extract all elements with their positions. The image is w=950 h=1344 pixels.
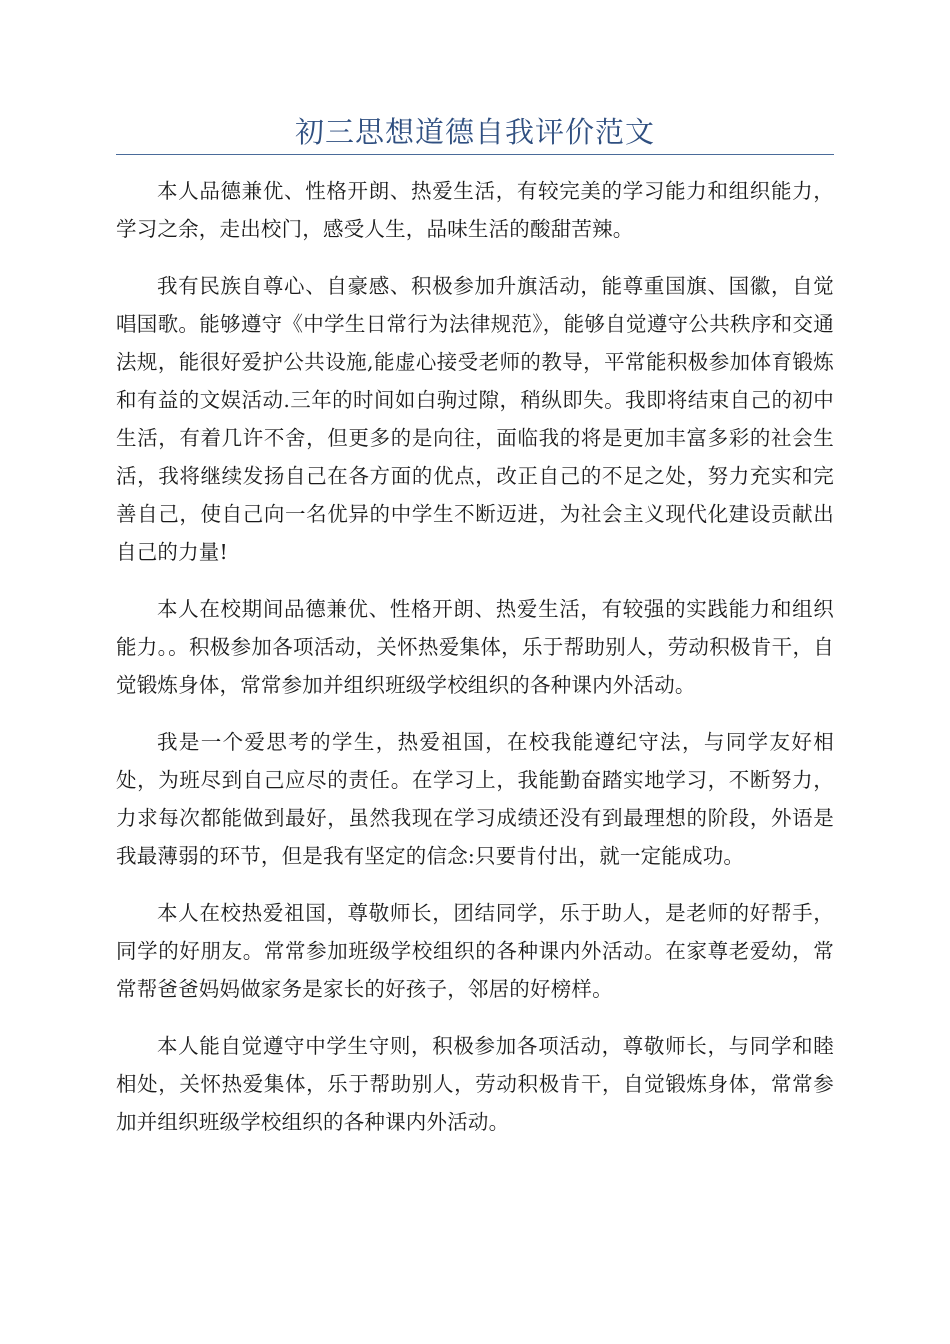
paragraph-3: 本人在校期间品德兼优、性格开朗、热爱生活，有较强的实践能力和组织能力。。积极参加各项活动，关怀热爱集体，乐于帮助别人，劳动积极肯干，自觉锻炼身体，常常参加并组织班级学校组织的各种课内外活动。 [116,597,834,697]
paragraph-2: 我有民族自尊心、自豪感、积极参加升旗活动，能尊重国旗、国徽，自觉唱国歌。能够遵守《中学生日常行为法律规范》，能够自觉遵守公共秩序和交通法规，能很好爱护公共设施,能虚心接受老师的教导，平常能积极参加体育锻炼和有益的文娱活动.三年的时间如白驹过隙，稍纵即失。我即将结束自己的初中生活，有着几许不舍，但更多的是向往，面临我的将是更加丰富多彩的社会生活，我将继续发扬自己在各方面的优点，改正自己的不足之处，努力充实和完善自己，使自己向一名优异的中学生不断迈进，为社会主义现代化建设贡献出自己的力量! [116,274,834,564]
document-title: 初三思想道德自我评价范文 [294,115,655,149]
title-underline [116,154,834,155]
document-body [116,172,834,1160]
paragraph-6: 本人能自觉遵守中学生守则，积极参加各项活动，尊敬师长，与同学和睦相处，关怀热爱集体，乐于帮助别人，劳动积极肯干，自觉锻炼身体，常常参加并组织班级学校组织的各种课内外活动。 [116,1034,834,1134]
paragraph-4: 我是一个爱思考的学生，热爱祖国，在校我能遵纪守法，与同学友好相处，为班尽到自己应尽的责任。在学习上，我能勤奋踏实地学习，不断努力，力求每次都能做到最好，虽然我现在学习成绩还没有到最理想的阶段，外语是我最薄弱的环节，但是我有坚定的信念:只要肯付出，就一定能成功。 [116,730,834,868]
paragraph-5: 本人在校热爱祖国，尊敬师长，团结同学，乐于助人，是老师的好帮手，同学的好朋友。常常参加班级学校组织的各种课内外活动。在家尊老爱幼，常常帮爸爸妈妈做家务是家长的好孩子，邻居的好榜样。 [116,901,834,1001]
paragraph-1: 本人品德兼优、性格开朗、热爱生活，有较完美的学习能力和组织能力，学习之余，走出校门，感受人生，品味生活的酸甜苦辣。 [116,179,834,241]
